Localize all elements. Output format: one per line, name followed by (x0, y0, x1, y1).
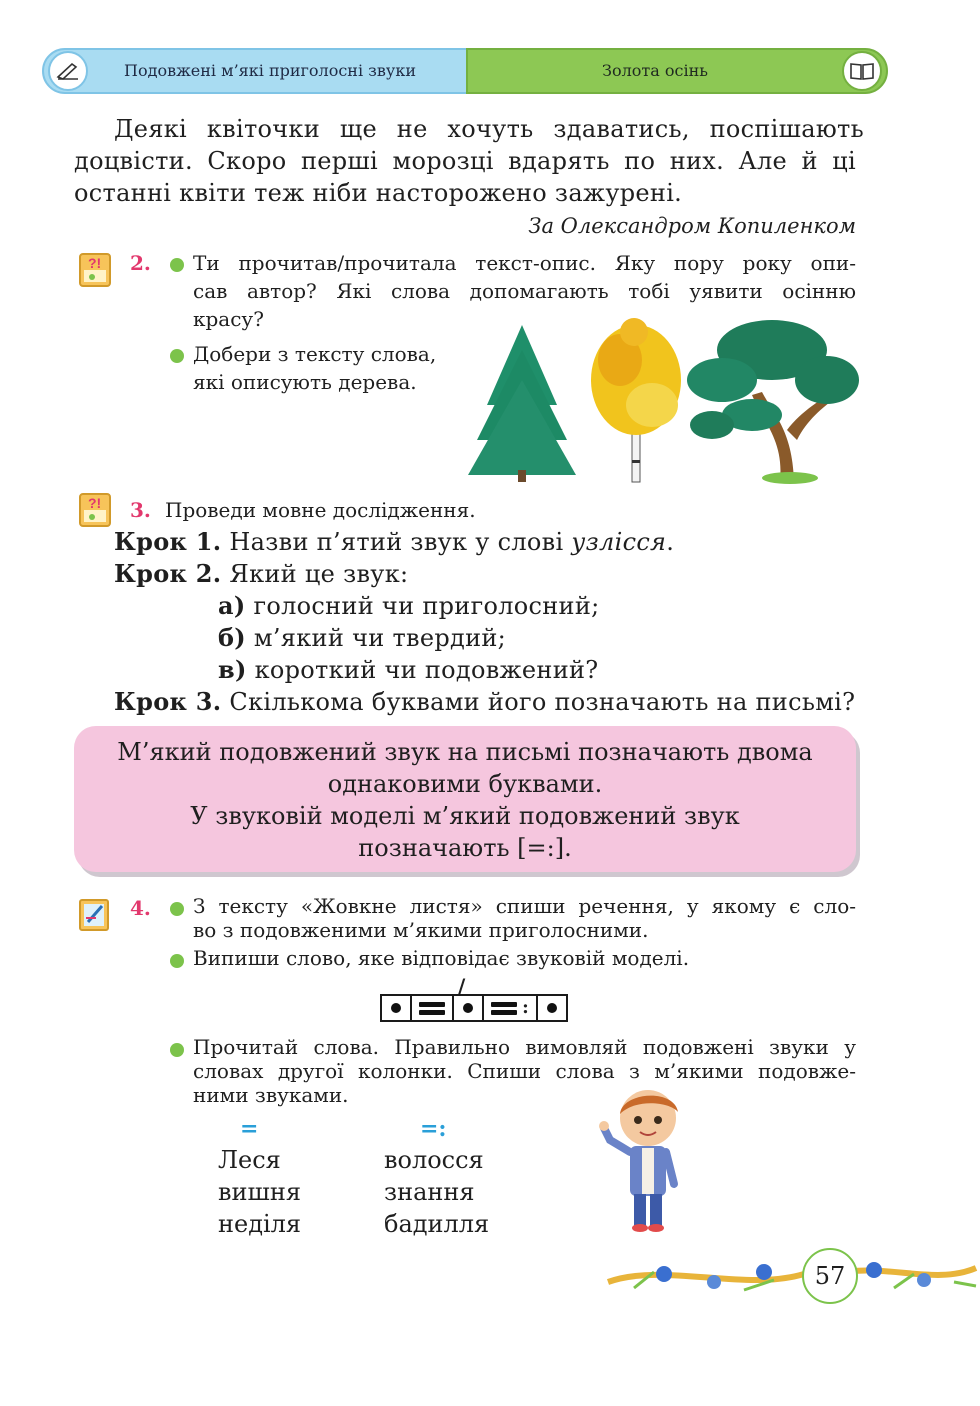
step-1 (114, 526, 674, 558)
option-a (218, 590, 600, 622)
rule-box (74, 726, 856, 872)
page-number: 57 (802, 1248, 858, 1304)
task4-bullet-1 (193, 894, 856, 942)
column-1-mark: = (240, 1116, 259, 1142)
sound-model-vowel (452, 994, 484, 1022)
step-1-end: . (666, 528, 675, 556)
research-task-icon (76, 490, 116, 534)
sound-model (382, 994, 568, 1022)
task2-question-2 (193, 340, 436, 396)
task2-q1-line-3: красу? (193, 307, 264, 331)
rule-line-3: У звуковій моделі м’який подовжений звук (190, 802, 740, 830)
step-2-label: Крок 2. (114, 559, 222, 588)
task3-title: Проведи мовне дослідження. (165, 498, 476, 522)
task4-b3-line-1: Прочитай слова. Правильно вимовляй подовжені звуки у (193, 1035, 856, 1059)
rule-line-4: позначають [=:]. (358, 834, 572, 862)
column-2-mark: =: (420, 1116, 447, 1142)
sound-model-vowel (536, 994, 568, 1022)
boy-illustration (596, 1088, 696, 1234)
step-3-text: Скількома буквами його позначають на письмі? (229, 688, 856, 716)
word-column-2 (384, 1144, 489, 1240)
word-item: волосся (384, 1146, 484, 1174)
step-1-text: Назви п’ятий звук у слові (229, 528, 564, 556)
task2-q2-line-2: які описують дерева. (193, 370, 417, 394)
step-3-label: Крок 3. (114, 687, 222, 716)
bullet-dot (170, 953, 184, 972)
bullet-dot (170, 348, 184, 367)
rule-line-2: однаковими буквами. (327, 770, 603, 798)
writing-task-icon (76, 894, 116, 938)
research-task-icon (76, 250, 116, 294)
option-b (218, 622, 506, 654)
open-book-icon (842, 51, 882, 91)
step-3 (114, 686, 855, 718)
word-column-1 (218, 1144, 301, 1240)
task2-q2-line-1: Добери з тексту слова, (193, 342, 437, 366)
intro-line-1: Деякі квіточки ще не хочуть здаватись, поспішають (114, 115, 864, 143)
intro-line-3: останні квіти теж ніби насторожено зажурені. (74, 179, 683, 207)
task2-number: 2. (130, 251, 151, 275)
option-b-letter: б) (218, 623, 246, 652)
option-a-letter: а) (218, 591, 246, 620)
word-item: вишня (218, 1178, 301, 1206)
task2-q1-line-1: Ти прочитав/прочитала текст-опис. Яку пору року опи- (193, 251, 856, 275)
svg-text:?!: ?! (88, 495, 102, 511)
flower-ornament (604, 1252, 980, 1300)
pen-writing-icon (48, 51, 88, 91)
bullet-dot (170, 1042, 184, 1061)
rule-line-1: М’який подовжений звук на письмі позначають двома (117, 738, 813, 766)
task4-b3-line-3: ними звуками. (193, 1083, 349, 1107)
task4-b1-line-2: во з подовженими м’якими приголосними. (193, 918, 649, 942)
bullet-dot (170, 257, 184, 276)
task4-number: 4. (130, 896, 151, 920)
intro-text (74, 113, 864, 209)
trees-illustration (462, 310, 862, 490)
task2-q1-line-2: сав автор? Які слова допомагають тобі уявити осінню (193, 279, 856, 303)
pine-tree-icon (687, 320, 859, 484)
word-item: неділя (218, 1210, 302, 1238)
step-1-label: Крок 1. (114, 527, 222, 556)
word-item: знання (384, 1178, 475, 1206)
step-1-word: узлісся (571, 528, 667, 556)
task4-bullet-2: Випиши слово, яке відповідає звуковій моделі. (193, 946, 690, 970)
option-c-text: короткий чи подовжений? (254, 656, 599, 684)
step-2 (114, 558, 408, 590)
rule-text (74, 736, 856, 864)
svg-text:?!: ?! (88, 255, 102, 271)
option-b-text: м’який чи твердий; (253, 624, 507, 652)
header-topic-title: Золота осінь (602, 61, 708, 80)
task4-b1-line-1: З тексту «Жовкне листя» спиши речення, у якому є сло- (193, 894, 856, 918)
bullet-dot (170, 901, 184, 920)
intro-line-2: доцвісти. Скоро перші морозці вдарять по них. Але й ці (74, 147, 856, 175)
task4-bullet-3 (193, 1035, 856, 1107)
sound-model-consonant (410, 994, 454, 1022)
task3-number: 3. (130, 498, 151, 522)
birch-tree-icon (591, 318, 681, 482)
step-2-text: Який це звук: (229, 560, 409, 588)
page-header (42, 48, 888, 94)
header-section-title: Подовжені м’які приголосні звуки (124, 61, 416, 80)
option-a-text: голосний чи приголосний; (253, 592, 600, 620)
sound-model-long-soft-consonant: : (482, 994, 538, 1022)
spruce-tree-icon (468, 325, 576, 482)
option-c-letter: в) (218, 655, 247, 684)
intro-author: За Олександром Копиленком (528, 214, 856, 238)
sound-model-vowel (380, 994, 412, 1022)
task4-b3-line-2: словах другої колонки. Спиши слова з м’якими подовже- (193, 1059, 856, 1083)
word-item: Леся (218, 1146, 281, 1174)
word-item: бадилля (384, 1210, 490, 1238)
option-c (218, 654, 598, 686)
stress-mark: / (458, 974, 466, 998)
